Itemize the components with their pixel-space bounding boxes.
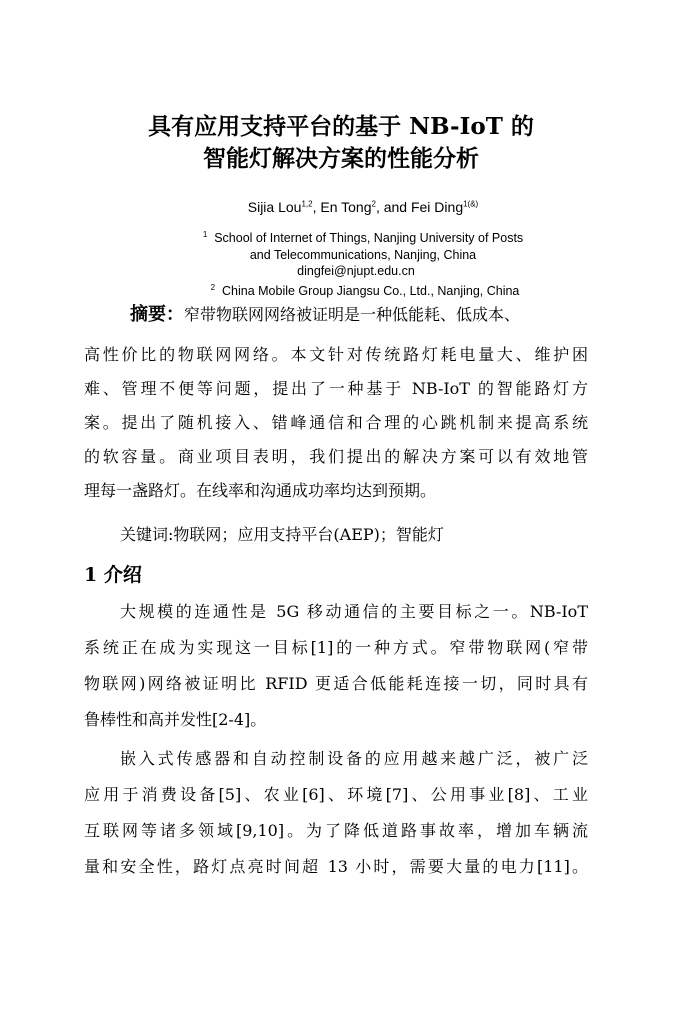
author-name: Sijia Lou: [247, 199, 302, 215]
body-line: 物联网)网络被证明比 RFID 更适合低能耗连接一切，同时具有: [84, 674, 588, 693]
body-line: 大规模的连通性是 5G 移动通信的主要目标之一。NB-IoT: [120, 602, 588, 621]
abstract-line: 理每一盏路灯。在线率和沟通成功率均达到预期。: [84, 481, 437, 500]
abstract-line: 案。提出了随机接入、错峰通信和合理的心跳机制来提高系统: [84, 413, 588, 432]
affiliation-1: [0, 230, 682, 246]
section-heading: 1 介绍: [84, 564, 142, 586]
abstract-first-line: [130, 300, 520, 330]
affiliation-text: China Mobile Group Jiangsu Co., Ltd., Nanjing, China: [222, 284, 520, 298]
body-line: 量和安全性，路灯点亮时间超 13 小时，需要大量的电力[11]。: [84, 857, 588, 876]
author-affiliation-mark: 2: [371, 199, 376, 209]
author-email: dingfei@njupt.edu.cn: [297, 264, 415, 278]
body-line: 应用于消费设备[5]、农业[6]、环境[7]、公用事业[8]、工业: [84, 785, 588, 804]
abstract-line: 的软容量。商业项目表明，我们提出的解决方案可以有效地管: [84, 447, 588, 466]
keywords: 关键词:物联网；应用支持平台(AEP)；智能灯: [120, 525, 444, 544]
paper-title-line-1: 具有应用支持平台的基于 NB-IoT 的: [148, 113, 534, 140]
affiliation-1-line-2: and Telecommunications, Nanjing, China: [249, 248, 477, 262]
body-line: 互联网等诸多领域[9,10]。为了降低道路事故率，增加车辆流: [84, 821, 588, 840]
affiliation-mark: 1: [202, 229, 208, 239]
body-line: 系统正在成为实现这一目标[1]的一种方式。窄带物联网(窄带: [84, 638, 588, 657]
affiliation-text: School of Internet of Things, Nanjing University of Posts: [214, 231, 524, 245]
abstract-line: 难、管理不便等问题，提出了一种基于 NB-IoT 的智能路灯方: [84, 379, 588, 398]
affiliation-mark: 2: [210, 282, 216, 292]
affiliation-2: [0, 283, 682, 299]
author-name: Fei Ding: [410, 199, 464, 215]
paper-title-line-2: 智能灯解决方案的性能分析: [203, 145, 479, 172]
abstract-text: 窄带物联网网络被证明是一种低能耗、低成本、: [184, 305, 521, 324]
body-line: 鲁棒性和高并发性[2-4]。: [84, 710, 267, 729]
author-conjunction: and: [383, 199, 408, 215]
author-name: En Tong: [320, 199, 372, 215]
abstract-label: 摘要：: [130, 304, 184, 325]
author-affiliation-mark: 1,2: [301, 199, 313, 209]
author-list: Sijia Lou$^{1,2}$, En Tong$^2$, and Fei Ding$^{1(\&)}$: [247, 199, 479, 215]
author-affiliation-mark: 1(&): [463, 199, 479, 209]
abstract-line: 高性价比的物联网网络。本文针对传统路灯耗电量大、维护困: [84, 345, 588, 364]
body-line: 嵌入式传感器和自动控制设备的应用越来越广泛，被广泛: [120, 749, 588, 768]
